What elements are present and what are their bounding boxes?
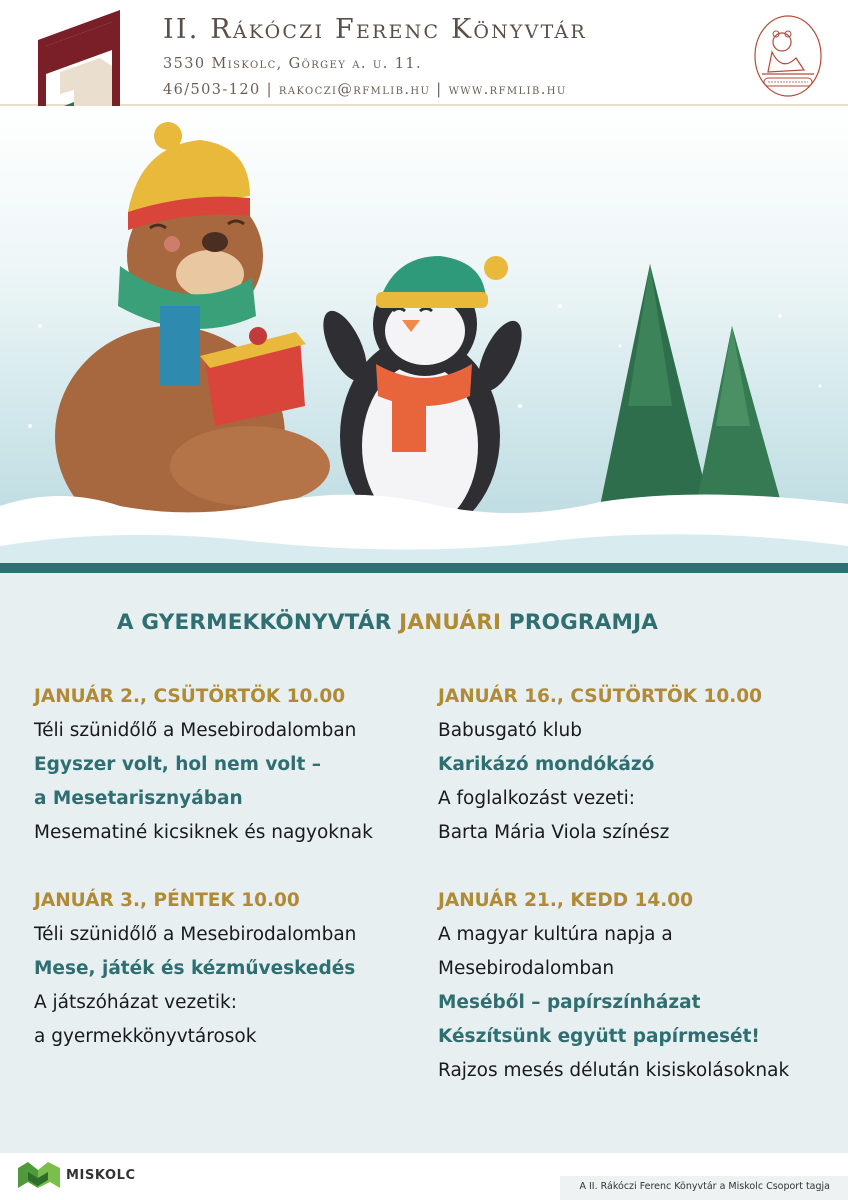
event-title: a Mesetarisznyában [34, 788, 243, 809]
footer-note: A II. Rákóczi Ferenc Könyvtár a Miskolc Csoport tagja [579, 1181, 830, 1192]
event-line: Rajzos mesés délután kisiskolásoknak [438, 1060, 790, 1081]
event-line: Mesebirodalomban [438, 958, 615, 979]
event-jan-2 [34, 680, 424, 850]
heading-suffix: PROGRAMJA [501, 610, 659, 635]
library-title: II. Rákóczi Ferenc Könyvtár [163, 14, 587, 45]
heading-accent: JANUÁRI [399, 610, 502, 635]
event-date: JANUÁR 2., CSÜTÖRTÖK 10.00 [34, 686, 346, 707]
library-address: 3530 Miskolc, Görgey a. u. 11. [163, 56, 423, 72]
program-heading [0, 610, 775, 635]
divider-band [0, 563, 848, 573]
event-date: JANUÁR 3., PÉNTEK 10.00 [34, 890, 300, 911]
event-line: Téli szünidőlő a Mesebirodalomban [34, 720, 357, 741]
event-jan-16 [438, 680, 828, 850]
event-title: Készítsünk együtt papírmesét! [438, 1026, 760, 1047]
event-title: Egyszer volt, hol nem volt – [34, 754, 321, 775]
event-line: a gyermekkönyvtárosok [34, 1026, 257, 1047]
childrens-library-seal-logo [752, 12, 824, 102]
event-line: Mesematiné kicsiknek és nagyoknak [34, 822, 373, 843]
event-title: Meséből – papírszínházat [438, 992, 701, 1013]
event-title: Karikázó mondókázó [438, 754, 655, 775]
event-line: A magyar kultúra napja a [438, 924, 673, 945]
event-line: Barta Mária Viola színész [438, 822, 670, 843]
event-date: JANUÁR 16., CSÜTÖRTÖK 10.00 [438, 686, 763, 707]
event-jan-21 [438, 884, 828, 1088]
event-jan-3 [34, 884, 424, 1054]
winter-illustration [0, 106, 848, 566]
event-line: Téli szünidőlő a Mesebirodalomban [34, 924, 357, 945]
heading-prefix: A GYERMEKKÖNYVTÁR [116, 610, 400, 635]
event-line: Babusgató klub [438, 720, 582, 741]
event-line: A foglalkozást vezeti: [438, 788, 635, 809]
library-contact: 46/503-120 | rakoczi@rfmlib.hu | www.rfmlib.hu [163, 82, 567, 98]
event-title: Mese, játék és kézműveskedés [34, 958, 356, 979]
event-line: A játszóházat vezetik: [34, 992, 237, 1013]
miskolc-logo-icon [18, 1162, 60, 1188]
event-date: JANUÁR 21., KEDD 14.00 [438, 890, 694, 911]
miskolc-brand: MISKOLC [66, 1168, 136, 1183]
